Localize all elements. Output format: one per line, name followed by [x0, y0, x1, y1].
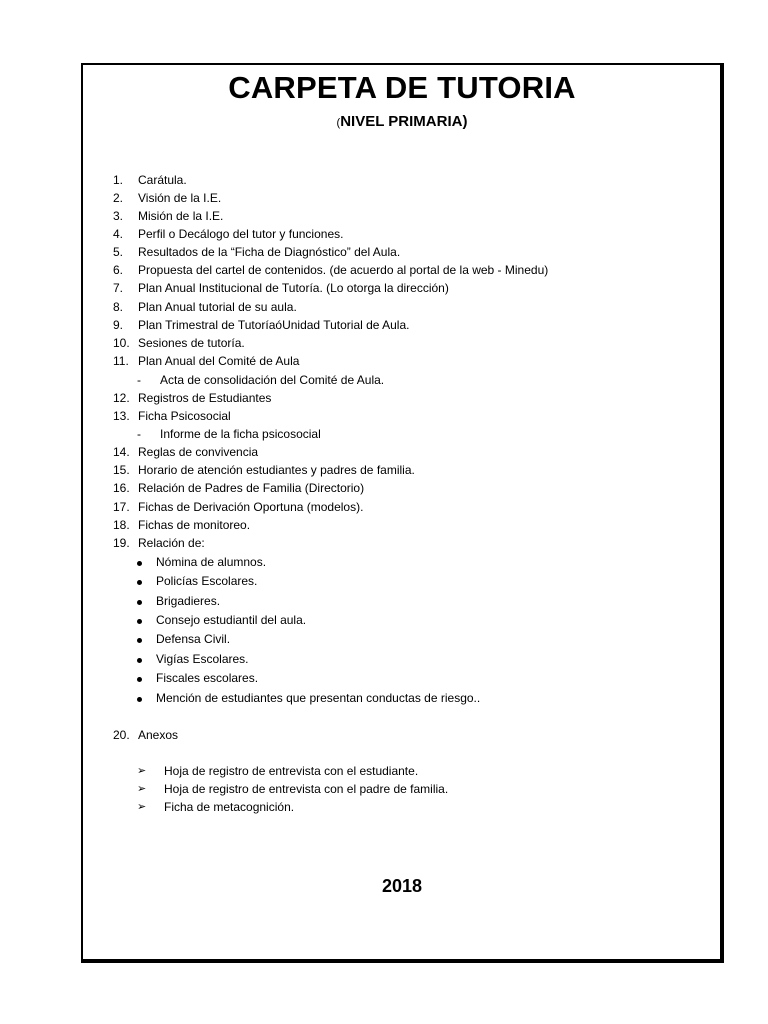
arrow-icon: ➢ [137, 801, 147, 813]
arrow-icon: ➢ [137, 783, 147, 795]
dash-marker: - [137, 373, 141, 387]
bullet-icon [137, 697, 142, 702]
dash-marker: - [137, 427, 141, 441]
bullet-icon [137, 677, 142, 682]
bullet-icon [137, 619, 142, 624]
bullet-icon [137, 580, 142, 585]
bullet-icon [137, 600, 142, 605]
subtitle-text: NIVEL PRIMARIA) [340, 113, 468, 130]
arrow-icon: ➢ [137, 765, 147, 777]
document-title: CARPETA DE TUTORIA [228, 70, 576, 105]
bullet-icon [137, 658, 142, 663]
bullet-icon [137, 638, 142, 643]
bullet-icon [137, 561, 142, 566]
document-year: 2018 [381, 876, 423, 896]
document-subtitle [0, 113, 768, 130]
subtitle-open-paren: ( [336, 117, 341, 129]
